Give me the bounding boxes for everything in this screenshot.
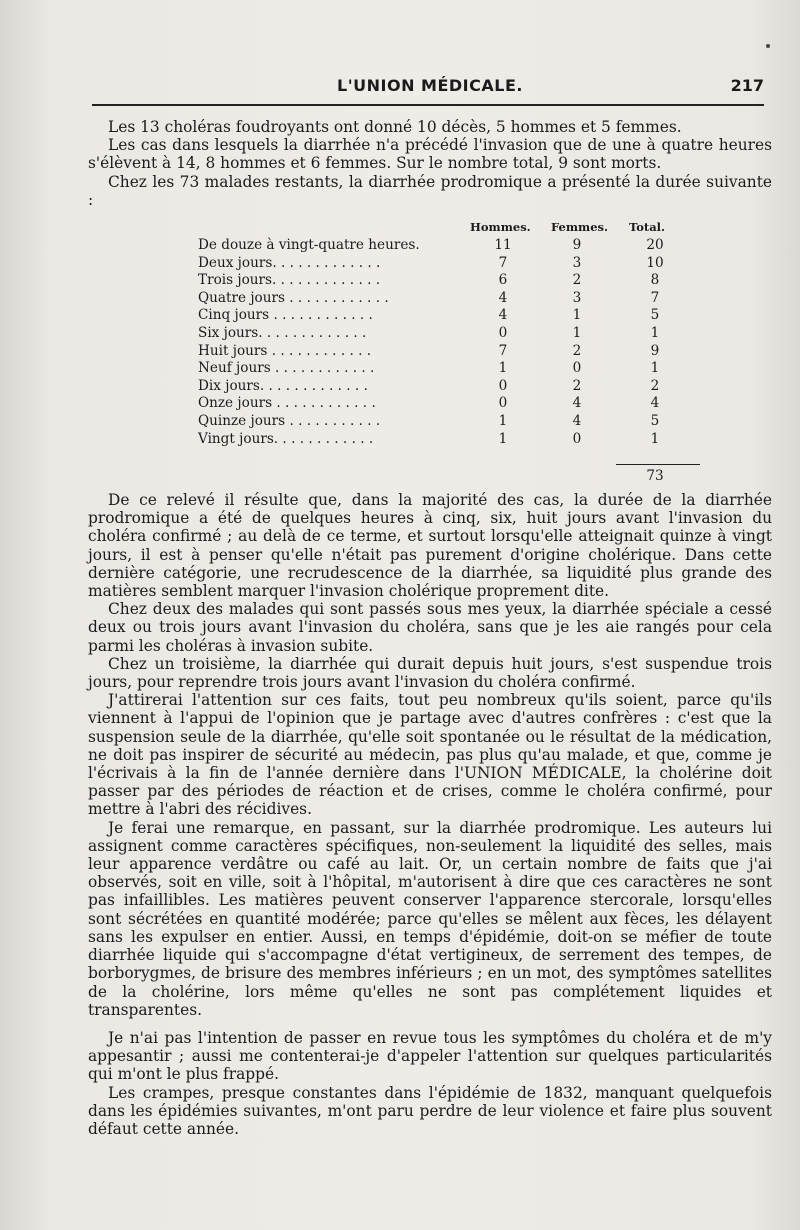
cell-femmes: 2: [572, 342, 582, 359]
cell-total: 20: [646, 237, 664, 254]
table-row: [88, 255, 772, 273]
cell-femmes: 9: [572, 237, 582, 254]
paragraph: Je ferai une remarque, en passant, sur la diarrhée prodromique. Les auteurs lui assignent comme caractères spécifiques, non-seulement la liquidité des selles, mais leur apparence verdâtre ou café au lait. Or, un certain nombre de faits que j'ai observés, soit en ville, soit à l'hôpital, m'autorisent à dire que ces caractères ne sont pas infaillibles. Les matières peuvent conserver l'apparence stercorale, lorsqu'elles sont sécrétées en quantité modérée; parce qu'elles se mêlent aux fèces, les délayent sans les expulser en entier. Aussi, en temps d'épidémie, doit-on se méfier de toute diarrhée liquide qui s'accompagne d'état vertigineux, de serrement des tempes, de borborygmes, de brisure des membres inférieurs ; en un mot, des symptômes satellites de la cholérine, lors même qu'elles ne sont pas complétement liquides et transparentes.: [88, 818, 772, 1019]
row-label: Quinze jours . . . . . . . . . . .: [198, 412, 381, 429]
paragraph: Chez les 73 malades restants, la diarrhée prodromique a présenté la durée suivante :: [88, 172, 772, 209]
duration-table: [88, 217, 772, 485]
table-row: [88, 325, 772, 343]
row-label: Dix jours. . . . . . . . . . . . .: [198, 377, 368, 394]
cell-femmes: 4: [572, 412, 582, 429]
row-label: Onze jours . . . . . . . . . . . .: [198, 395, 376, 412]
cell-femmes: 0: [572, 430, 582, 447]
paragraph: J'attirerai l'attention sur ces faits, tout peu nombreux qu'ils soient, parce qu'ils viennent à l'appui de l'opinion que je partage avec d'autres confrères : c'est que la suspension seule de la diarrhée, qu'elle soit spontanée ou le résultat de la médication, ne doit pas inspirer de sécurité au médecin, pas plus qu'au malade, et que, comme je l'écrivais à la fin de l'année dernière dans l'UNION MÉDICALE, la cholérine doit passer par des périodes de réaction et de crises, comme le choléra confirmé, pour mettre à l'abri des récidives.: [88, 691, 772, 819]
cell-hommes: 4: [498, 307, 508, 324]
cell-hommes: 1: [498, 412, 508, 429]
cell-hommes: 7: [498, 342, 508, 359]
paragraph: Je n'ai pas l'intention de passer en revue tous les symptômes du choléra et de m'y appesantir ; aussi me contenterai-je d'appeler l'attention sur quelques particularités qui m'ont le plus frappé.: [88, 1028, 772, 1084]
ink-speck: [766, 44, 770, 48]
cell-femmes: 4: [572, 395, 582, 412]
paragraph: Chez un troisième, la diarrhée qui durait depuis huit jours, s'est suspendue trois jours, pour reprendre trois jours avant l'invasion du choléra confirmé.: [88, 654, 772, 692]
cell-total: 5: [650, 412, 660, 429]
paragraph: Les 13 choléras foudroyants ont donné 10 décès, 5 hommes et 5 femmes.: [108, 118, 682, 136]
table-row: [88, 413, 772, 431]
column-header-femmes: Femmes.: [551, 220, 608, 235]
header-rule: [92, 104, 764, 106]
cell-hommes: 1: [498, 430, 508, 447]
running-title: L'UNION MÉDICALE.: [337, 76, 523, 95]
paragraph: Chez deux des malades qui sont passés sous mes yeux, la diarrhée spéciale a cessé deux ou trois jours avant l'invasion du choléra, sans que je les aie rangés pour cela parmi les choléras à invasion subite.: [88, 600, 772, 655]
cell-hommes: 0: [498, 395, 508, 412]
cell-total: 1: [650, 324, 660, 341]
paragraph: Les crampes, presque constantes dans l'épidémie de 1832, manquant quelquefois dans les épidémies suivantes, m'ont paru perdre de leur violence et faire plus souvent défaut cette année.: [88, 1083, 772, 1138]
table-row: [88, 237, 772, 255]
table-row: [88, 290, 772, 308]
table-row: [88, 378, 772, 396]
row-label: Cinq jours . . . . . . . . . . . .: [198, 307, 373, 324]
page-body: [88, 118, 772, 1138]
table-header: [88, 217, 772, 235]
table-row: [88, 343, 772, 361]
cell-femmes: 1: [572, 307, 582, 324]
cell-total: 7: [650, 289, 660, 306]
row-label: De douze à vingt-quatre heures.: [198, 237, 420, 254]
row-label: Neuf jours . . . . . . . . . . . .: [198, 360, 375, 377]
cell-hommes: 1: [498, 360, 508, 377]
cell-total: 2: [650, 377, 660, 394]
page-number: 217: [730, 76, 764, 95]
cell-femmes: 1: [572, 324, 582, 341]
cell-total: 10: [646, 254, 664, 271]
total-rule: [616, 464, 700, 465]
cell-total: 8: [650, 272, 660, 289]
cell-hommes: 7: [498, 254, 508, 271]
table-row: [88, 272, 772, 290]
table-row: [88, 307, 772, 325]
table-row: [88, 360, 772, 378]
column-header-total: Total.: [629, 220, 666, 235]
paragraph-gap: [88, 1019, 772, 1029]
cell-total: 1: [650, 430, 660, 447]
cell-femmes: 3: [572, 254, 582, 271]
cell-hommes: 4: [498, 289, 508, 306]
row-label: Six jours. . . . . . . . . . . . .: [198, 324, 367, 341]
cell-total: 5: [650, 307, 660, 324]
row-label: Vingt jours. . . . . . . . . . . .: [198, 430, 374, 447]
cell-femmes: 0: [572, 360, 582, 377]
cell-hommes: 6: [498, 272, 508, 289]
grand-total: 73: [646, 468, 664, 485]
row-label: Deux jours. . . . . . . . . . . . .: [198, 254, 381, 271]
paragraph: De ce relevé il résulte que, dans la majorité des cas, la durée de la diarrhée prodromique a été de quelques heures à cinq, six, huit jours avant l'invasion du choléra confirmé ; au delà de ce terme, et surtout lorsqu'elle atteignait quinze à vingt jours, il est à penser qu'elle n'était pas purement d'origine cholérique. Dans cette dernière catégorie, une recrudescence de la diarrhée, sa liquidité plus grande des matières semblent marquer l'invasion cholérique proprement dite.: [88, 491, 772, 601]
row-label: Trois jours. . . . . . . . . . . . .: [198, 272, 381, 289]
cell-hommes: 0: [498, 377, 508, 394]
cell-total: 4: [650, 395, 660, 412]
cell-femmes: 2: [572, 377, 582, 394]
cell-femmes: 2: [572, 272, 582, 289]
cell-total: 9: [650, 342, 660, 359]
paragraph: Les cas dans lesquels la diarrhée n'a précédé l'invasion que de une à quatre heures s'élèvent à 14, 8 hommes et 6 femmes. Sur le nombre total, 9 sont morts.: [88, 136, 772, 173]
column-header-hommes: Hommes.: [470, 220, 531, 235]
table-row: [88, 431, 772, 449]
cell-hommes: 11: [494, 237, 512, 254]
cell-hommes: 0: [498, 324, 508, 341]
cell-femmes: 3: [572, 289, 582, 306]
table-body: [88, 237, 772, 448]
row-label: Quatre jours . . . . . . . . . . . .: [198, 289, 389, 306]
page-header: [90, 76, 770, 98]
table-row: [88, 395, 772, 413]
row-label: Huit jours . . . . . . . . . . . .: [198, 342, 372, 359]
cell-total: 1: [650, 360, 660, 377]
